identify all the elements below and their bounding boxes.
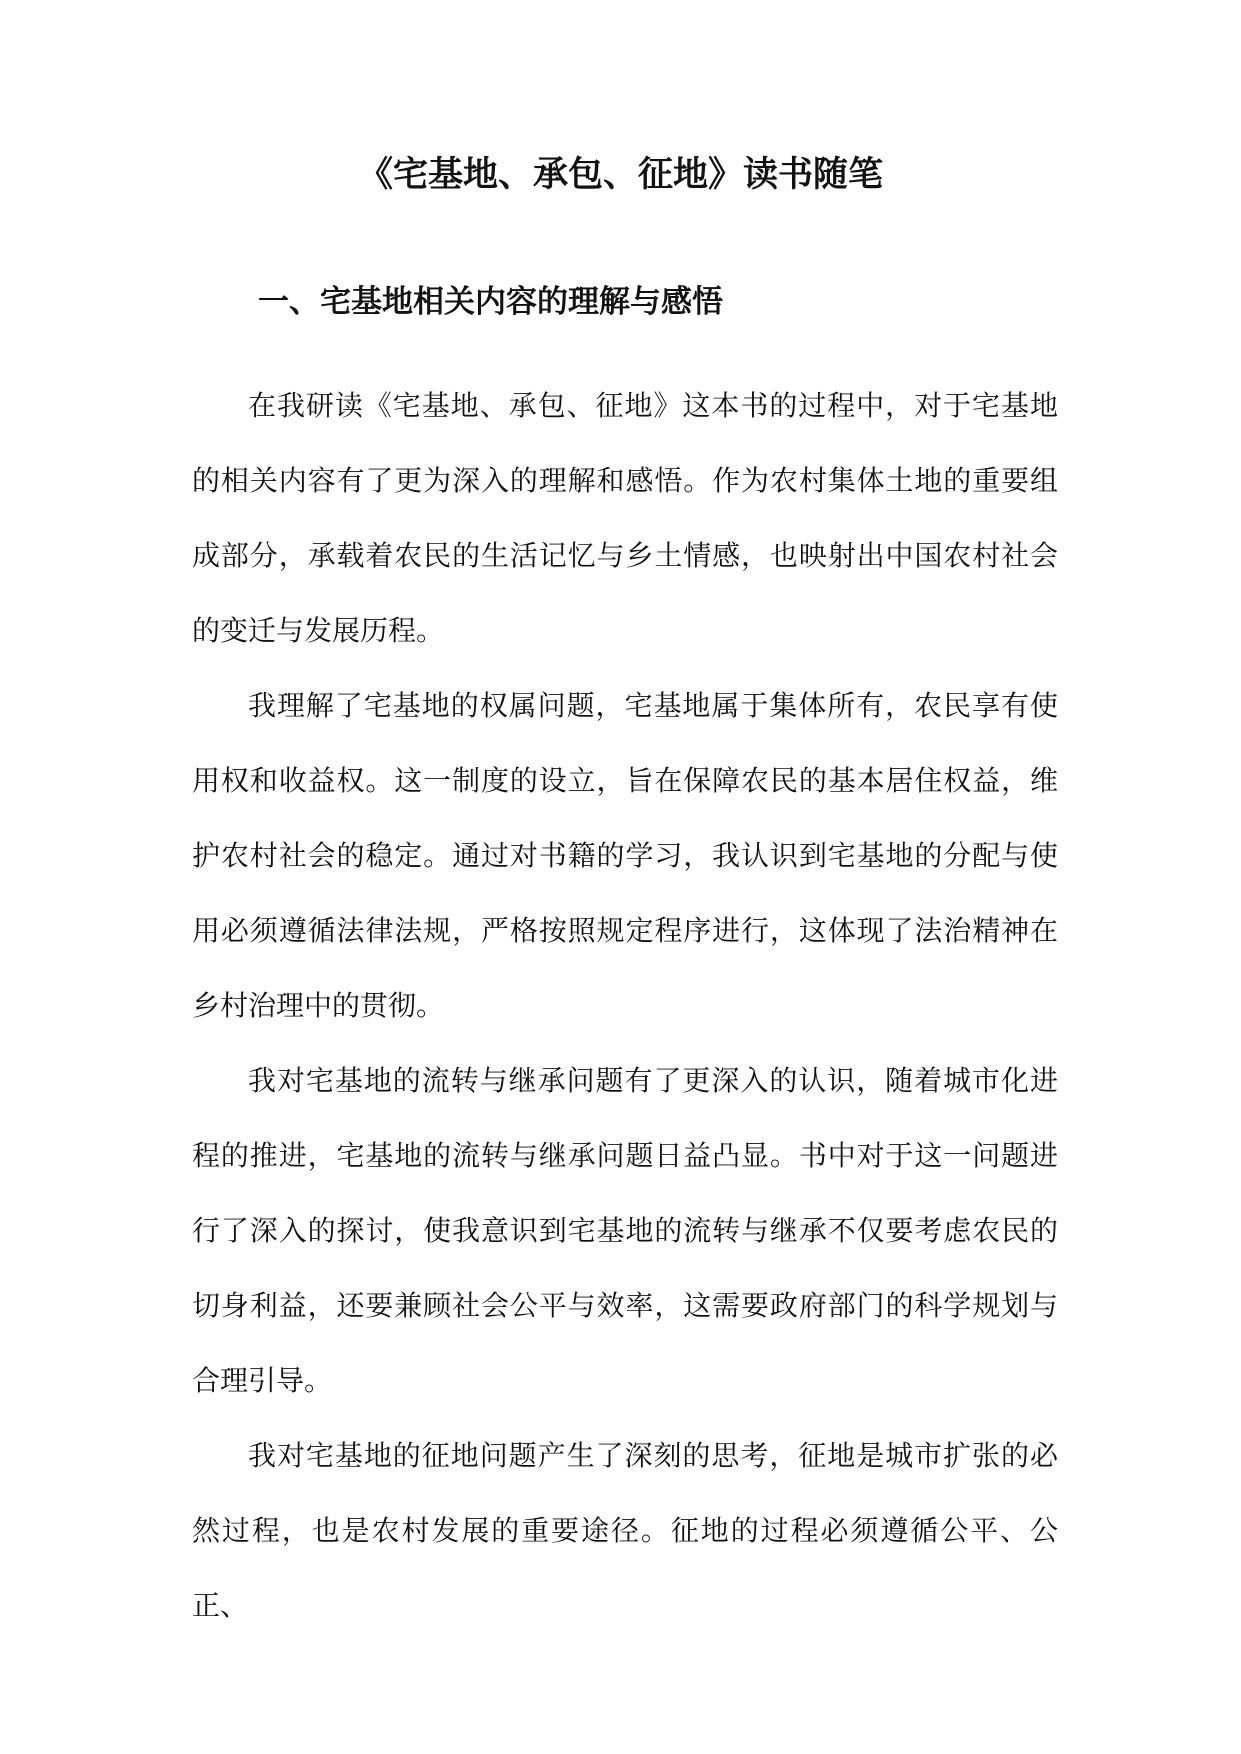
paragraph-4: 我对宅基地的征地问题产生了深刻的思考，征地是城市扩张的必然过程，也是农村发展的重要途径。征地的过程必须遵循公平、公正、 <box>192 1439 1058 1622</box>
section-heading: 一、宅基地相关内容的理解与感悟 <box>258 284 723 320</box>
document-title: 《宅基地、承包、征地》读书随笔 <box>357 154 883 195</box>
paragraph-1: 在我研读《宅基地、承包、征地》这本书的过程中，对于宅基地的相关内容有了更为深入的理解和感悟。作为农村集体土地的重要组成部分，承载着农民的生活记忆与乡土情感，也映射出中国农村社会的变迁与发展历程。 <box>192 389 1058 647</box>
paragraph-3: 我对宅基地的流转与继承问题有了更深入的认识，随着城市化进程的推进，宅基地的流转与继承问题日益凸显。书中对于这一问题进行了深入的探讨，使我意识到宅基地的流转与继承不仅要考虑农民的切身利益，还要兼顾社会公平与效率，这需要政府部门的科学规划与合理引导。 <box>192 1064 1058 1397</box>
paragraph-2: 我理解了宅基地的权属问题，宅基地属于集体所有，农民享有使用权和收益权。这一制度的设立，旨在保障农民的基本居住权益，维护农村社会的稳定。通过对书籍的学习，我认识到宅基地的分配与使用必须遵循法律法规，严格按照规定程序进行，这体现了法治精神在乡村治理中的贯彻。 <box>192 689 1058 1022</box>
document-body <box>192 368 1058 1643</box>
